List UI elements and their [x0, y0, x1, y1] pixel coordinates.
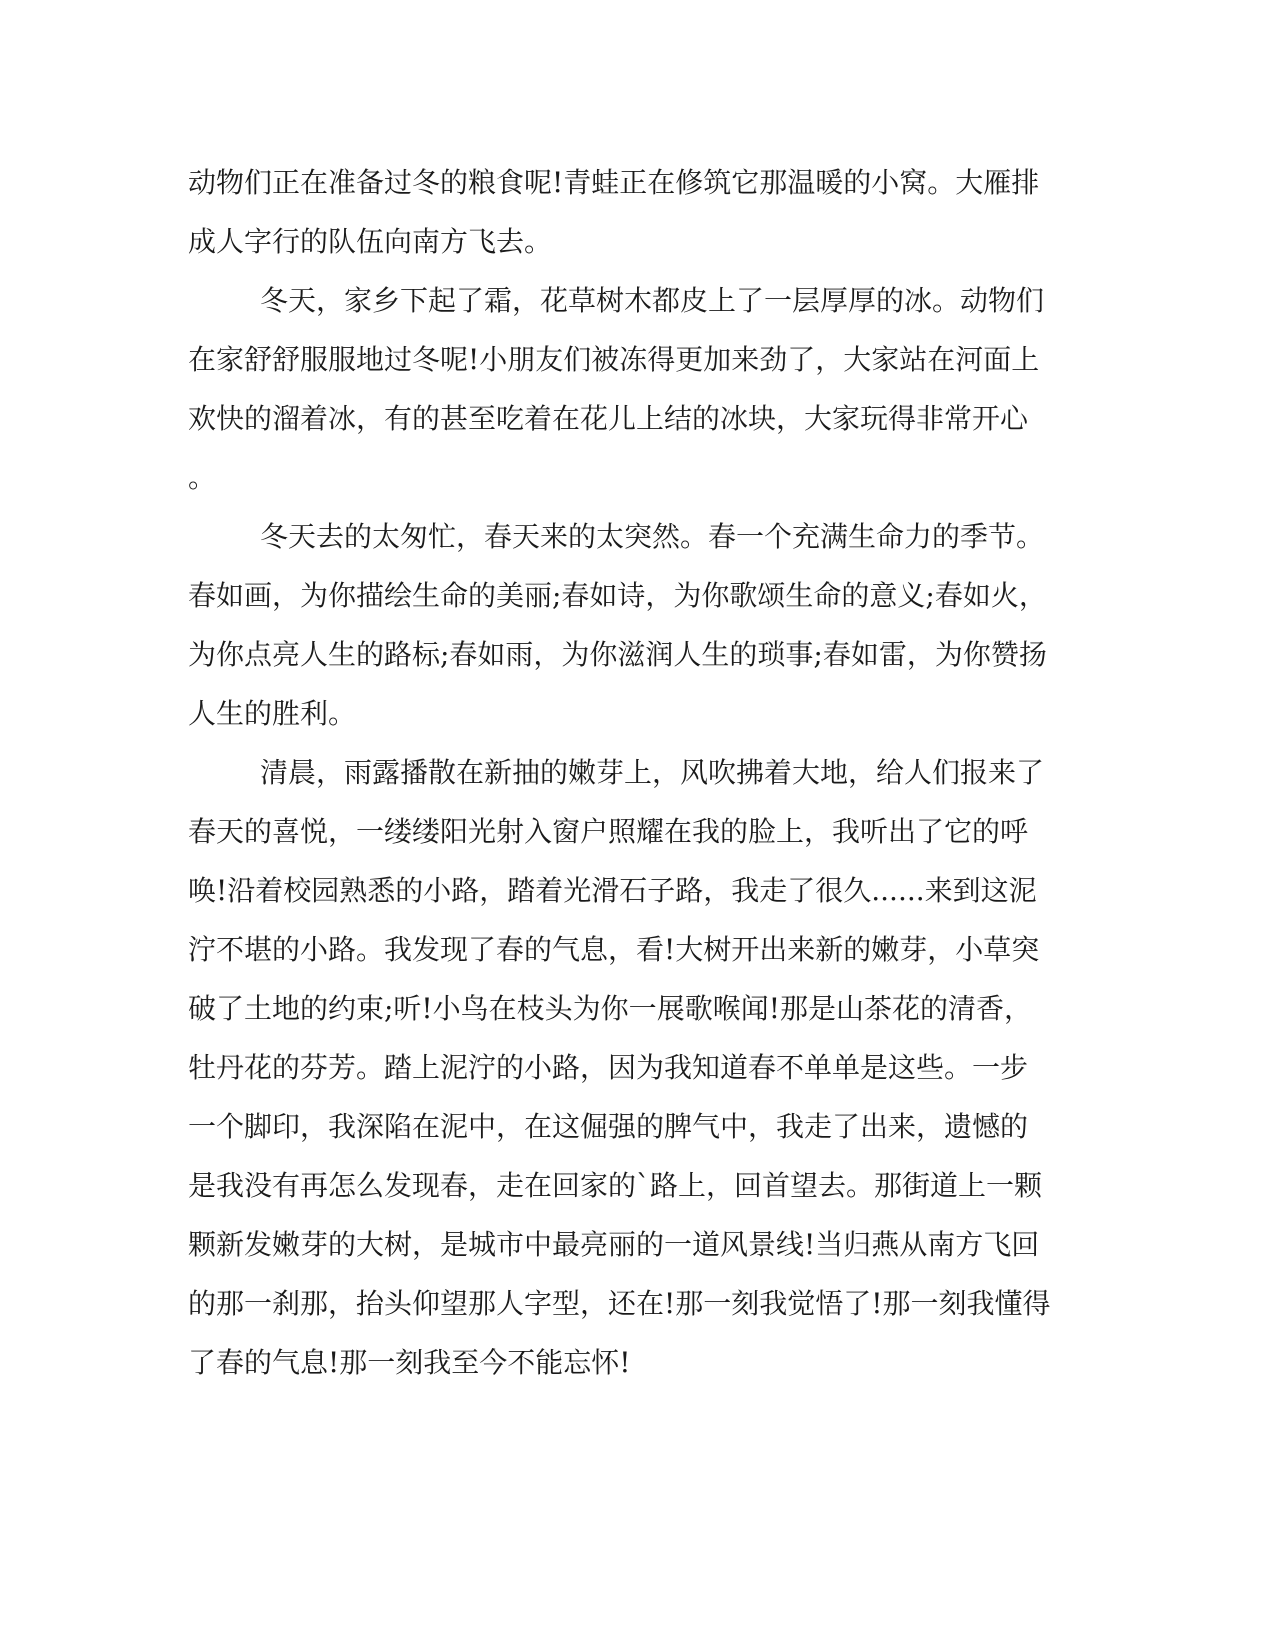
- text-line: 动物们正在准备过冬的粮食呢!青蛙正在修筑它那温暖的小窝。大雁排: [188, 166, 1040, 199]
- text-line: 颗新发嫩芽的大树，是城市中最亮丽的一道风景线!当归燕从南方飞回: [188, 1228, 1040, 1261]
- text-line: 泞不堪的小路。我发现了春的气息，看!大树开出来新的嫩芽，小草突: [188, 933, 1040, 966]
- text-line: 冬天去的太匆忙，春天来的太突然。春一个充满生命力的季节。: [260, 520, 1045, 553]
- text-line: 唤!沿着校园熟悉的小路，踏着光滑石子路，我走了很久......来到这泥: [188, 874, 1037, 907]
- text-line: 破了土地的约束;听!小鸟在枝头为你一展歌喉闻!那是山茶花的清香，: [188, 992, 1032, 1025]
- text-line: 的那一刹那，抬头仰望那人字型，还在!那一刻我觉悟了!那一刻我懂得: [188, 1287, 1051, 1320]
- text-line: 春天的喜悦，一缕缕阳光射入窗户照耀在我的脸上，我听出了它的呼: [188, 815, 1029, 848]
- text-line: 春如画，为你描绘生命的美丽;春如诗，为你歌颂生命的意义;春如火，: [188, 579, 1047, 612]
- text-line: 人生的胜利。: [188, 697, 357, 730]
- text-line: 。: [188, 461, 217, 494]
- text-line: 一个脚印，我深陷在泥中，在这倔强的脾气中，我走了出来，遗憾的: [188, 1110, 1029, 1143]
- text-line: 成人字行的队伍向南方飞去。: [188, 225, 553, 258]
- text-line: 为你点亮人生的路标;春如雨，为你滋润人生的琐事;春如雷，为你赞扬: [188, 638, 1047, 671]
- text-line: 冬天，家乡下起了霜，花草树木都皮上了一层厚厚的冰。动物们: [260, 284, 1045, 317]
- text-line: 牡丹花的芬芳。踏上泥泞的小路，因为我知道春不单单是这些。一步: [188, 1051, 1029, 1084]
- text-line: 了春的气息!那一刻我至今不能忘怀!: [188, 1346, 631, 1379]
- text-line: 清晨，雨露播散在新抽的嫩芽上，风吹拂着大地，给人们报来了: [260, 756, 1045, 789]
- text-line: 欢快的溜着冰，有的甚至吃着在花儿上结的冰块，大家玩得非常开心: [188, 402, 1029, 435]
- text-line: 是我没有再怎么发现春，走在回家的`路上，回首望去。那街道上一颗: [188, 1169, 1043, 1202]
- text-line: 在家舒舒服服地过冬呢!小朋友们被冻得更加来劲了，大家站在河面上: [188, 343, 1040, 376]
